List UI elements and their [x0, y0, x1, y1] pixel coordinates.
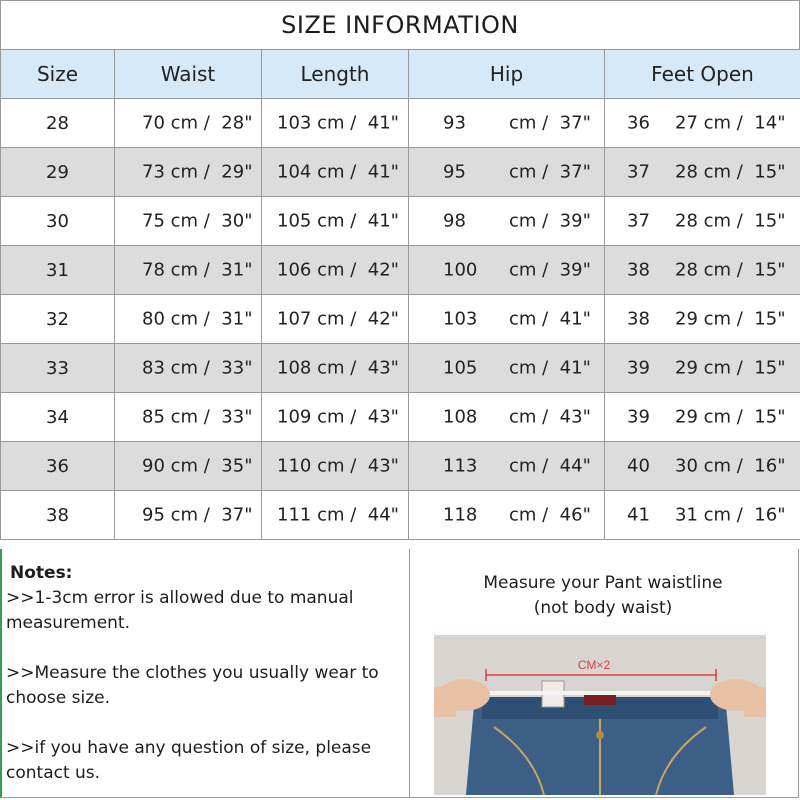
cell-waist: [115, 344, 262, 393]
header-feet-open: Feet Open: [605, 50, 800, 99]
cell-feet-open: [605, 344, 800, 393]
feet-a: 41: [627, 504, 650, 526]
cell-feet-open: [605, 99, 800, 148]
cell-length: [262, 246, 409, 295]
note-item: >>if you have any question of size, please contact us.: [6, 738, 372, 783]
cell-size: 30: [1, 197, 115, 246]
feet-a: 38: [627, 308, 650, 330]
cell-hip: [409, 99, 605, 148]
waist-value: 73 cm / 29": [142, 161, 253, 183]
length-value: 105 cm / 41": [277, 210, 399, 232]
cell-length: [262, 148, 409, 197]
hip-unit: cm / 39": [509, 259, 591, 281]
feet-a: 39: [627, 406, 650, 428]
hip-cm: 105: [443, 357, 478, 379]
header-size: Size: [1, 50, 115, 99]
cell-length: [262, 197, 409, 246]
length-value: 111 cm / 44": [277, 504, 399, 526]
cell-length: [262, 393, 409, 442]
table-row: [1, 442, 800, 491]
cell-length: [262, 491, 409, 540]
hip-unit: cm / 44": [509, 455, 591, 477]
feet-a: 37: [627, 210, 650, 232]
feet-b: 29 cm / 15": [675, 357, 786, 379]
cell-waist: [115, 295, 262, 344]
bottom-section: [0, 549, 800, 800]
waist-value: 80 cm / 31": [142, 308, 253, 330]
cell-length: [262, 99, 409, 148]
header-length: Length: [262, 50, 409, 99]
header-hip: Hip: [409, 50, 605, 99]
table-row: [1, 344, 800, 393]
cell-size: 31: [1, 246, 115, 295]
table-header-row: [1, 50, 800, 99]
cell-hip: [409, 442, 605, 491]
size-table: [0, 49, 800, 540]
hip-cm: 100: [443, 259, 478, 281]
waist-value: 70 cm / 28": [142, 112, 253, 134]
length-value: 103 cm / 41": [277, 112, 399, 134]
notes-heading: Notes:: [10, 563, 73, 583]
length-value: 109 cm / 43": [277, 406, 399, 428]
table-row: [1, 295, 800, 344]
table-row: [1, 148, 800, 197]
feet-a: 40: [627, 455, 650, 477]
hip-cm: 103: [443, 308, 478, 330]
cell-feet-open: [605, 197, 800, 246]
jeans-waist-photo: [434, 635, 766, 795]
cell-length: [262, 295, 409, 344]
feet-a: 38: [627, 259, 650, 281]
header-waist: Waist: [115, 50, 262, 99]
feet-b: 30 cm / 16": [675, 455, 786, 477]
feet-b: 29 cm / 15": [675, 406, 786, 428]
table-row: [1, 246, 800, 295]
cell-size: 28: [1, 99, 115, 148]
cell-hip: [409, 393, 605, 442]
note-item: >>Measure the clothes you usually wear to choose size.: [6, 663, 379, 708]
page-title: SIZE INFORMATION: [0, 0, 800, 49]
feet-b: 27 cm / 14": [675, 112, 786, 134]
cell-hip: [409, 491, 605, 540]
feet-b: 28 cm / 15": [675, 210, 786, 232]
waist-value: 83 cm / 33": [142, 357, 253, 379]
cell-waist: [115, 442, 262, 491]
cell-waist: [115, 197, 262, 246]
hip-cm: 118: [443, 504, 478, 526]
cell-hip: [409, 295, 605, 344]
hip-unit: cm / 41": [509, 357, 591, 379]
cell-feet-open: [605, 295, 800, 344]
feet-b: 28 cm / 15": [675, 259, 786, 281]
length-value: 110 cm / 43": [277, 455, 399, 477]
length-value: 104 cm / 41": [277, 161, 399, 183]
feet-b: 31 cm / 16": [675, 504, 786, 526]
hip-cm: 95: [443, 161, 466, 183]
hip-cm: 98: [443, 210, 466, 232]
measure-line-1: Measure your Pant waistline: [483, 573, 723, 593]
cell-feet-open: [605, 491, 800, 540]
cell-feet-open: [605, 442, 800, 491]
jeans-illustration: [434, 635, 766, 795]
cell-size: 29: [1, 148, 115, 197]
waist-value: 95 cm / 37": [142, 504, 253, 526]
feet-a: 37: [627, 161, 650, 183]
cell-waist: [115, 393, 262, 442]
measure-line-2: (not body waist): [533, 598, 673, 618]
feet-a: 39: [627, 357, 650, 379]
measure-instruction: [408, 571, 798, 621]
hip-unit: cm / 37": [509, 112, 591, 134]
hip-unit: cm / 41": [509, 308, 591, 330]
hip-unit: cm / 46": [509, 504, 591, 526]
feet-b: 28 cm / 15": [675, 161, 786, 183]
table-row: [1, 393, 800, 442]
hip-cm: 93: [443, 112, 466, 134]
measure-panel: [408, 549, 799, 798]
cell-length: [262, 344, 409, 393]
cell-hip: [409, 148, 605, 197]
hip-cm: 113: [443, 455, 478, 477]
cell-feet-open: [605, 246, 800, 295]
waist-value: 78 cm / 31": [142, 259, 253, 281]
cell-feet-open: [605, 148, 800, 197]
waist-value: 90 cm / 35": [142, 455, 253, 477]
cell-feet-open: [605, 393, 800, 442]
note-item: >>1-3cm error is allowed due to manual measurement.: [6, 588, 354, 633]
cell-size: 36: [1, 442, 115, 491]
cell-hip: [409, 246, 605, 295]
cell-waist: [115, 99, 262, 148]
length-value: 108 cm / 43": [277, 357, 399, 379]
cell-waist: [115, 148, 262, 197]
table-row: [1, 491, 800, 540]
measure-label: CM×2: [577, 658, 611, 672]
feet-a: 36: [627, 112, 650, 134]
hip-unit: cm / 43": [509, 406, 591, 428]
cell-size: 34: [1, 393, 115, 442]
feet-b: 29 cm / 15": [675, 308, 786, 330]
cell-waist: [115, 246, 262, 295]
length-value: 106 cm / 42": [277, 259, 399, 281]
hip-unit: cm / 37": [509, 161, 591, 183]
cell-size: 33: [1, 344, 115, 393]
cell-hip: [409, 344, 605, 393]
cell-waist: [115, 491, 262, 540]
hip-unit: cm / 39": [509, 210, 591, 232]
hip-cm: 108: [443, 406, 478, 428]
cell-hip: [409, 197, 605, 246]
cell-size: 38: [1, 491, 115, 540]
table-row: [1, 197, 800, 246]
length-value: 107 cm / 42": [277, 308, 399, 330]
table-row: [1, 99, 800, 148]
cell-length: [262, 442, 409, 491]
cell-size: 32: [1, 295, 115, 344]
waist-value: 75 cm / 30": [142, 210, 253, 232]
notes-panel: [0, 549, 410, 798]
waist-value: 85 cm / 33": [142, 406, 253, 428]
